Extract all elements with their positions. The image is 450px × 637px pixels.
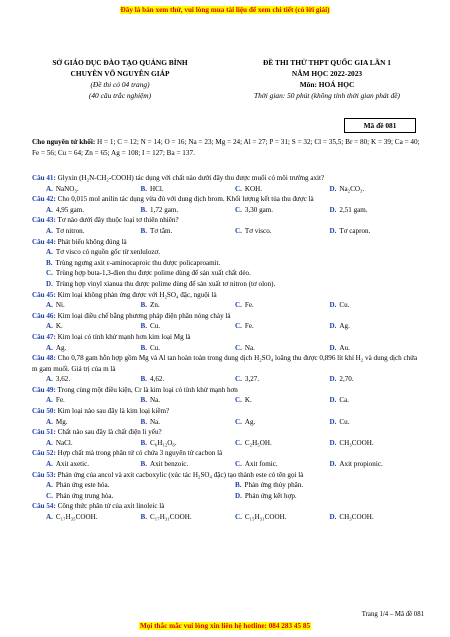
option-text: C₁₅H₃₁COOH. [244, 513, 287, 521]
answer-option[interactable] [235, 205, 330, 216]
answer-option[interactable] [330, 417, 425, 428]
answer-option[interactable] [330, 321, 425, 332]
option-letter: A. [46, 417, 53, 426]
option-letter: D. [235, 491, 242, 500]
question-number: Câu 52: [32, 449, 56, 458]
option-text: Phản ứng trung hòa. [55, 491, 114, 500]
option-letter: C. [235, 417, 242, 426]
option-letter: D. [329, 184, 337, 193]
answer-option[interactable] [235, 438, 330, 449]
option-text: K. [244, 396, 252, 405]
option-text: C₁₇H₃₁COOH. [150, 513, 192, 521]
option-letter: D. [46, 279, 53, 288]
option-text: Mg. [55, 417, 68, 426]
option-text: NaNO₃. [55, 184, 79, 193]
option-text: Phản ứng thủy phân. [244, 481, 304, 490]
option-letter: A. [46, 375, 53, 384]
option-letter: A. [46, 513, 53, 521]
answer-option[interactable] [235, 184, 330, 195]
question-number: Câu 43: [32, 216, 56, 225]
option-text: Axit axetic. [55, 460, 89, 469]
answer-option[interactable] [330, 395, 425, 406]
question [32, 353, 424, 385]
option-letter: D. [329, 375, 337, 384]
option-letter: B. [46, 258, 53, 267]
option-text: Fe. [55, 396, 65, 405]
question-number: Câu 51: [32, 428, 56, 437]
option-text: Ca. [339, 396, 350, 405]
answer-option[interactable] [235, 226, 330, 237]
option-letter: C. [235, 322, 242, 331]
option-letter: D. [329, 205, 337, 214]
option-letter: A. [46, 248, 53, 257]
question-number: Câu 54: [32, 502, 56, 511]
answer-option[interactable] [46, 459, 141, 470]
answer-option[interactable] [235, 459, 330, 470]
options-row [32, 491, 424, 502]
question [32, 194, 424, 215]
option-letter: C. [235, 513, 242, 521]
option-letter: A. [46, 322, 53, 331]
answer-option[interactable] [32, 268, 424, 279]
option-letter: B. [140, 460, 148, 469]
option-letter: D. [329, 226, 337, 235]
answer-option[interactable] [46, 321, 141, 332]
question-stem [32, 470, 424, 481]
option-text: Ag. [339, 322, 350, 331]
question-number: Câu 41: [32, 174, 56, 182]
subject: Môn: HOÁ HỌC [299, 80, 355, 89]
option-text: 3,62. [55, 375, 71, 384]
question-count-note: (40 câu trắc nghiệm) [88, 91, 152, 100]
question [32, 215, 424, 236]
option-text: Au. [339, 343, 350, 352]
option-text: C₂H₅OH. [244, 438, 272, 447]
question [32, 290, 424, 311]
question-stem [32, 353, 424, 374]
option-text: Na₂CO₃. [339, 184, 365, 193]
option-text: Ag. [55, 343, 67, 352]
question-number: Câu 50: [32, 407, 56, 416]
question-stem [32, 173, 424, 184]
answer-option[interactable] [46, 205, 141, 216]
option-letter: D. [329, 301, 337, 310]
answer-option[interactable] [46, 343, 141, 354]
question-text: Trong cùng một điều kiện, Cr là kim loại có tính khử mạnh hơn [55, 385, 238, 394]
answer-option[interactable] [46, 480, 235, 491]
answer-option[interactable] [235, 343, 330, 354]
option-letter: C. [235, 205, 242, 214]
options-row [32, 438, 424, 449]
question-text: Phát biểu không đúng là [55, 237, 127, 246]
option-text: 4,95 gam. [55, 205, 85, 214]
options-row [32, 512, 424, 523]
option-text: 2,70. [339, 375, 354, 384]
option-letter: D. [329, 460, 337, 469]
option-letter: D. [329, 417, 337, 426]
school-name: CHUYÊN VÕ NGUYÊN GIÁP [70, 69, 170, 78]
option-letter: A. [46, 184, 53, 193]
option-letter: C. [235, 460, 242, 469]
answer-option[interactable] [32, 258, 424, 269]
option-text: HCl. [150, 184, 164, 193]
option-letter: C. [235, 438, 242, 447]
options-row [32, 205, 424, 216]
option-letter: B. [140, 226, 148, 235]
option-text: C₆H₁₂O₆. [150, 438, 177, 447]
option-text: K. [55, 322, 63, 331]
option-text: Tơ visco. [244, 226, 272, 235]
option-letter: D. [329, 322, 337, 331]
question-stem [32, 448, 424, 459]
exam-title: ĐỀ THI THỬ THPT QUỐC GIA LẦN 1 [263, 58, 391, 67]
exam-duration: Thời gian: 50 phút (không tính thời gian phát đề) [253, 91, 401, 100]
answer-option[interactable] [141, 343, 236, 354]
question-text: Kim loại nào sau đây là kim loại kiềm? [55, 407, 170, 416]
header-left [30, 57, 210, 101]
option-letter: B. [140, 513, 148, 521]
option-text: Cu. [150, 343, 161, 352]
question-text: Hợp chất mà trong phân tử có chứa 3 nguyên tử cacbon là [55, 449, 223, 458]
question [32, 501, 424, 522]
answer-option[interactable] [32, 279, 424, 290]
option-letter: B. [140, 322, 148, 331]
option-text: NaCl. [55, 438, 73, 447]
option-letter: A. [46, 460, 53, 469]
question-text: Phản ứng của ancol và axit cacboxylic (xúc tác H₂SO₄ đặc) tạo thành este có tên gọi là [55, 470, 304, 479]
option-text: Trùng ngưng axit ε-aminocaproic thu được policaproamit. [55, 258, 221, 267]
answer-option[interactable] [141, 438, 236, 449]
question [32, 406, 424, 427]
banner-top: Đây là bản xem thử, vui lòng mua tài liệu để xem chi tiết (có lời giải) [120, 6, 330, 14]
header-right [232, 57, 422, 101]
answer-option[interactable] [141, 226, 236, 237]
question-stem [32, 501, 424, 512]
option-text: Cu. [339, 417, 350, 426]
option-letter: B. [140, 438, 148, 447]
option-text: 1,72 gam. [150, 205, 179, 214]
question-number: Câu 45: [32, 290, 56, 299]
answer-option[interactable] [46, 417, 141, 428]
answer-option[interactable] [32, 247, 424, 258]
answer-option[interactable] [330, 459, 425, 470]
question-number: Câu 44: [32, 237, 56, 246]
option-text: Tơ capron. [339, 226, 371, 235]
option-letter: A. [46, 481, 53, 490]
question-stem [32, 406, 424, 417]
answer-option[interactable] [235, 374, 330, 385]
option-letter: C. [235, 226, 242, 235]
option-letter: A. [46, 226, 53, 235]
answer-option[interactable] [235, 395, 330, 406]
options-row [32, 321, 424, 332]
question-text: Công thức phân tử của axit linoleic là [55, 502, 165, 511]
option-letter: D. [329, 343, 337, 352]
question [32, 470, 424, 502]
answer-option[interactable] [330, 226, 425, 237]
answer-option[interactable] [141, 184, 236, 195]
option-text: Cu. [339, 301, 350, 310]
option-letter: B. [140, 343, 148, 352]
answer-option[interactable] [330, 374, 425, 385]
option-text: Cu. [150, 322, 161, 331]
question-text: Glyxin (H₂N-CH₂-COOH) tác dụng với chất nào dưới đây thu được muối có môi trường axit? [55, 174, 325, 182]
option-text: Phản ứng kết hợp. [244, 491, 297, 500]
option-text: Na. [150, 417, 161, 426]
answer-option[interactable] [46, 438, 141, 449]
answer-option[interactable] [141, 321, 236, 332]
question-text: Chất nào sau đây là chất điện li yếu? [55, 428, 162, 437]
banner-bottom: Mọi thắc mắc vui lòng xin liên hệ hotline: 084 283 45 85 [139, 622, 311, 630]
atomic-masses-label: Cho nguyên tử khối: [32, 138, 96, 146]
question [32, 173, 424, 194]
option-letter: C. [46, 491, 53, 500]
option-text: 2,51 gam. [339, 205, 368, 214]
options-row [32, 343, 424, 354]
options-row [32, 300, 424, 311]
answer-option[interactable] [46, 512, 141, 523]
page-footer: Trang 1/4 – Mã đề 081 [361, 611, 424, 618]
answer-option[interactable] [141, 459, 236, 470]
question-stem [32, 385, 424, 396]
atomic-masses-text: H = 1; C = 12; N = 14; O = 16; Na = 23; Mg = 24; Al = 27; P = 31; S = 32; Cl = 35,5; Br = 80; K = 39; Ca = 40; Fe = 56; Cu = 64; Zn = 65; Ag = 108; I = 127; Ba = 137. [32, 138, 420, 157]
option-letter: B. [235, 481, 242, 490]
answer-option[interactable] [141, 374, 236, 385]
options-row [32, 184, 424, 195]
answer-option[interactable] [46, 300, 141, 311]
answer-option[interactable] [46, 374, 141, 385]
option-letter: D. [329, 513, 337, 521]
option-text: Phản ứng este hóa. [55, 481, 110, 490]
option-letter: B. [140, 301, 148, 310]
department-name: SỞ GIÁO DỤC ĐÀO TẠO QUẢNG BÌNH [52, 58, 188, 67]
answer-option[interactable] [330, 300, 425, 311]
answer-option[interactable] [141, 205, 236, 216]
question [32, 448, 424, 469]
answer-option[interactable] [330, 438, 425, 449]
question-text: Cho 0,015 mol anilin tác dụng vừa đủ với dung dịch brom. Khối lượng kết tủa thu được là [55, 195, 314, 204]
options-row [32, 226, 424, 237]
option-letter: B. [140, 184, 148, 193]
option-letter: C. [235, 301, 242, 310]
option-letter: B. [140, 417, 148, 426]
question-list [32, 173, 424, 523]
option-letter: B. [140, 375, 148, 384]
question-stem [32, 215, 424, 226]
answer-option[interactable] [235, 512, 330, 523]
option-letter: D. [329, 396, 337, 405]
option-text: Axit fomic. [244, 460, 278, 469]
answer-option[interactable] [46, 226, 141, 237]
answer-option[interactable] [235, 321, 330, 332]
question-stem [32, 332, 424, 343]
option-letter: C. [235, 375, 242, 384]
option-text: Ni. [55, 301, 65, 310]
option-text: Na. [244, 343, 255, 352]
option-text: KOH. [244, 184, 263, 193]
question [32, 427, 424, 448]
exam-code-box: Mã đề 081 [344, 118, 416, 133]
question-number: Câu 48: [32, 354, 56, 363]
answer-option[interactable] [141, 300, 236, 311]
question-text: Kim loại không phản ứng được với H₂SO₄ đặc, nguội là [55, 290, 217, 299]
option-text: Na. [150, 396, 161, 405]
option-text: 4,62. [150, 375, 165, 384]
option-text: Tơ nitron. [55, 226, 85, 235]
question [32, 237, 424, 290]
option-letter: A. [46, 343, 53, 352]
options-row [32, 395, 424, 406]
answer-option[interactable] [235, 300, 330, 311]
option-letter: B. [140, 205, 148, 214]
question-text: Cho 0,78 gam hỗn hợp gồm Mg và Al tan hoàn toàn trong dung dịch H₂SO₄ loãng thu được 0,896 lít khí H₂ và dung dịch chứa m gam muối. Giá trị của m là [32, 354, 418, 373]
answer-option[interactable] [141, 512, 236, 523]
answer-option[interactable] [330, 343, 425, 354]
option-text: Tơ visco có nguồn gốc từ xenlulozơ. [55, 248, 161, 257]
atomic-masses [32, 137, 424, 159]
option-letter: A. [46, 301, 53, 310]
option-text: 3,30 gam. [244, 205, 274, 214]
question-text: Kim loại có tính khử mạnh hơn kim loại Mg là [55, 332, 191, 341]
answer-option[interactable] [330, 184, 425, 195]
answer-option[interactable] [330, 205, 425, 216]
question-stem [32, 290, 424, 301]
option-letter: C. [46, 269, 53, 278]
question-number: Câu 42: [32, 195, 56, 204]
question-stem [32, 427, 424, 438]
question-stem [32, 311, 424, 322]
question-text: Tơ nào dưới đây thuộc loại tơ thiên nhiên? [55, 216, 179, 225]
option-text: Fe. [244, 301, 254, 310]
option-text: Ag. [244, 417, 256, 426]
option-text: Fe. [244, 322, 254, 331]
answer-option[interactable] [141, 417, 236, 428]
option-letter: A. [46, 396, 53, 405]
options-row [32, 417, 424, 428]
option-letter: D. [329, 438, 337, 447]
option-letter: C. [235, 396, 242, 405]
option-text: Trùng hợp vinyl xianua thu được polime dùng để sản xuất tơ nitron (tơ olon). [55, 279, 276, 288]
question-number: Câu 47: [32, 332, 56, 341]
option-text: C₁₇H₃₅COOH. [55, 513, 98, 521]
option-text: Axit propionic. [339, 460, 383, 469]
option-text: Trùng hợp buta-1,3-đien thu được polime dùng để sản xuất chất dẻo. [55, 269, 251, 278]
answer-option[interactable] [235, 417, 330, 428]
question-stem [32, 194, 424, 205]
question [32, 311, 424, 332]
answer-option[interactable] [235, 480, 424, 491]
answer-option[interactable] [46, 491, 235, 502]
answer-option[interactable] [330, 512, 425, 523]
page-count-note: (Đề thi có 04 trang) [90, 80, 150, 89]
answer-option[interactable] [141, 395, 236, 406]
options-row [32, 480, 424, 491]
option-letter: C. [235, 184, 242, 193]
answer-option[interactable] [46, 395, 141, 406]
answer-option[interactable] [46, 184, 141, 195]
question [32, 332, 424, 353]
school-year: NĂM HỌC 2022-2023 [291, 69, 363, 78]
option-letter: A. [46, 205, 53, 214]
question-stem [32, 237, 424, 248]
options-row [32, 374, 424, 385]
question [32, 385, 424, 406]
option-letter: A. [46, 438, 53, 447]
option-letter: C. [235, 343, 242, 352]
answer-option[interactable] [235, 491, 424, 502]
question-number: Câu 53: [32, 470, 56, 479]
question-number: Câu 46: [32, 311, 56, 320]
option-text: CH₃COOH. [339, 438, 374, 447]
option-text: Axit benzoic. [150, 460, 189, 469]
option-text: Tơ tằm. [150, 226, 173, 235]
question-number: Câu 49: [32, 385, 56, 394]
option-letter: B. [140, 396, 148, 405]
options-row [32, 459, 424, 470]
option-text: 3,27. [244, 375, 260, 384]
option-text: Zn. [150, 301, 160, 310]
question-text: Kim loại điều chế bằng phương pháp điện phân nóng chảy là [55, 311, 231, 320]
option-text: CH₃COOH. [339, 513, 374, 521]
